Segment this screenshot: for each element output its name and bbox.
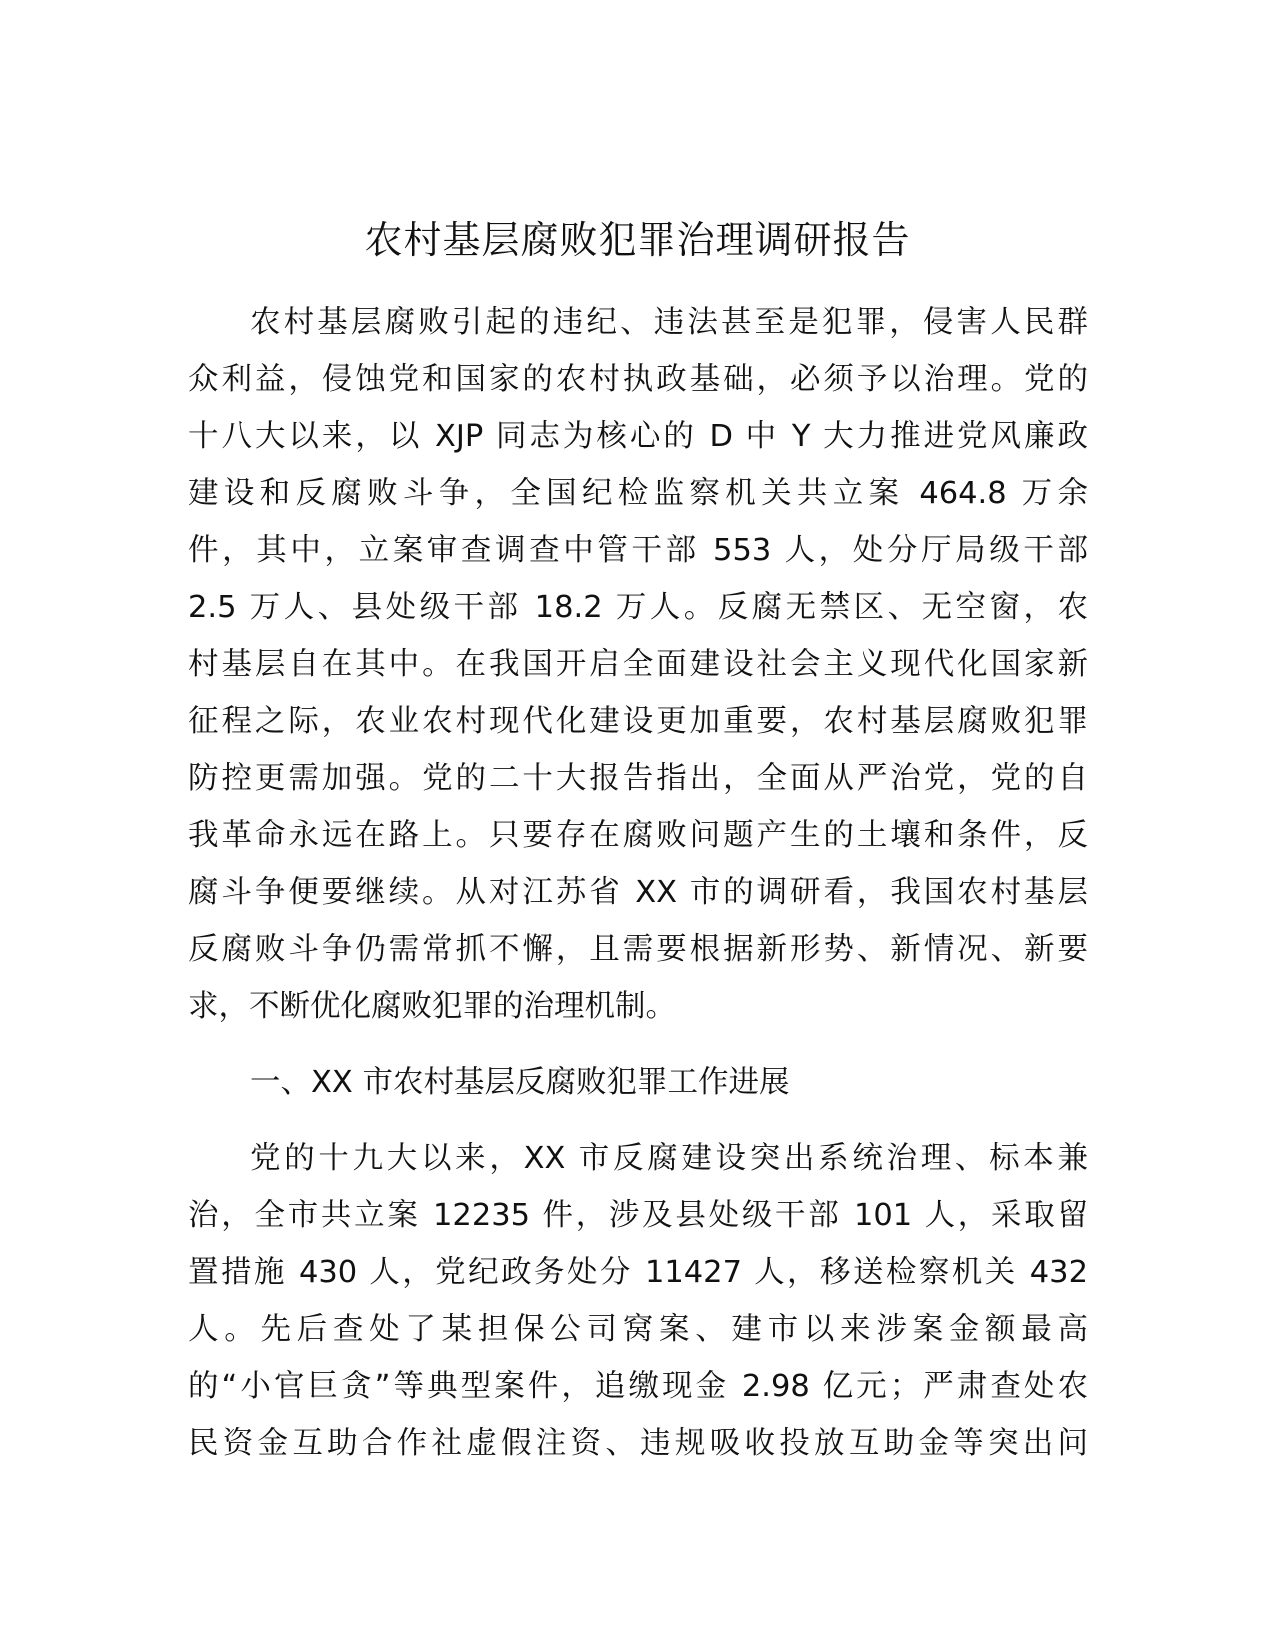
paragraph-line: 人。先后查处了某担保公司窝案、建市以来涉案金额最高: [188, 1312, 1088, 1347]
paragraph-line: 十八大以来，以 XJP 同志为核心的 D 中 Y 大力推进党风廉政: [188, 419, 1088, 454]
paragraph-line: 我革命永远在路上。只要存在腐败问题产生的土壤和条件，反: [188, 818, 1088, 853]
paragraph-line: 反腐败斗争仍需常抓不懈，且需要根据新形势、新情况、新要: [188, 932, 1088, 967]
paragraph-line: 置措施 430 人，党纪政务处分 11427 人，移送检察机关 432: [188, 1255, 1088, 1290]
paragraph-line: 治，全市共立案 12235 件，涉及县处级干部 101 人，采取留: [188, 1198, 1088, 1233]
document-title: 农村基层腐败犯罪治理调研报告: [364, 218, 911, 262]
paragraph-line: 腐斗争便要继续。从对江苏省 XX 市的调研看，我国农村基层: [188, 875, 1088, 910]
paragraph-line: 建设和反腐败斗争，全国纪检监察机关共立案 464.8 万余: [188, 476, 1088, 511]
paragraph-line: 村基层自在其中。在我国开启全面建设社会主义现代化国家新: [188, 647, 1088, 682]
paragraph-line: 求，不断优化腐败犯罪的治理机制。: [188, 989, 676, 1024]
paragraph-line: 2.5 万人、县处级干部 18.2 万人。反腐无禁区、无空窗，农: [188, 590, 1088, 625]
paragraph-line: 件，其中，立案审查调查中管干部 553 人，处分厅局级干部: [188, 533, 1088, 568]
paragraph-line: 众利益，侵蚀党和国家的农村执政基础，必须予以治理。党的: [188, 362, 1088, 397]
paragraph-line: 民资金互助合作社虚假注资、违规吸收投放互助金等突出问: [188, 1426, 1088, 1461]
section-heading: 一、XX 市农村基层反腐败犯罪工作进展: [250, 1065, 790, 1100]
paragraph-line: 征程之际，农业农村现代化建设更加重要，农村基层腐败犯罪: [188, 704, 1088, 739]
paragraph-line: 防控更需加强。党的二十大报告指出，全面从严治党，党的自: [188, 761, 1088, 796]
paragraph-line: 党的十九大以来，XX 市反腐建设突出系统治理、标本兼: [250, 1141, 1088, 1176]
paragraph-line: 农村基层腐败引起的违纪、违法甚至是犯罪，侵害人民群: [250, 305, 1088, 340]
paragraph-line: 的“小官巨贪”等典型案件，追缴现金 2.98 亿元；严肃查处农: [188, 1369, 1088, 1404]
